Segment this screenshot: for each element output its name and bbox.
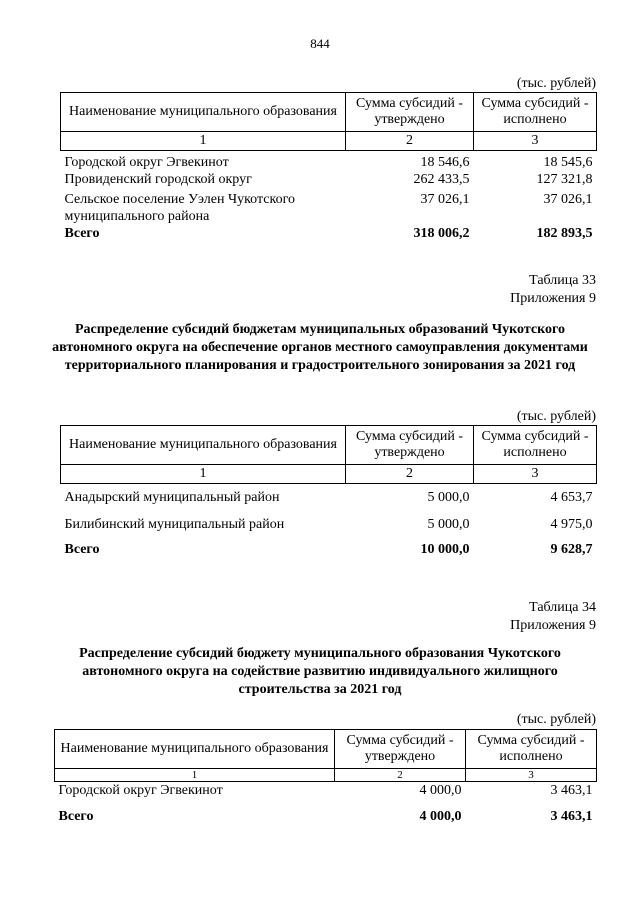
col-number: 2 <box>346 465 474 484</box>
total-approved: 318 006,2 <box>413 226 470 241</box>
header-approved: Сумма субсидий - утверждено <box>346 93 474 132</box>
row-name: Городской округ Эгвекинот <box>58 783 223 798</box>
total-label: Всего <box>64 541 100 557</box>
table-number: Таблица 33 <box>529 273 596 288</box>
row-executed: 37 026,1 <box>543 192 593 207</box>
col-number: 1 <box>61 132 346 151</box>
row-name: Сельское поселение Уэлен Чукотского муниципального района <box>64 192 295 224</box>
total-executed: 9 628,7 <box>550 541 593 557</box>
table33-title: Распределение субсидий бюджетам муниципальных образований Чукотского автономного округа на обеспечение органов местного самоуправления документами территориального планирования и градостроительного зонирования за 2021 год <box>52 322 588 373</box>
appendix-label: Приложения 9 <box>510 618 596 633</box>
units-label: (тыс. рублей) <box>516 712 596 727</box>
header-executed: Сумма субсидий - исполнено <box>474 426 597 465</box>
col-number: 2 <box>346 132 474 151</box>
row-approved: 18 546,6 <box>420 155 470 170</box>
header-name: Наименование муниципального образования <box>61 93 346 132</box>
row-name: Провиденский городской округ <box>64 172 252 187</box>
units-label: (тыс. рублей) <box>516 76 596 91</box>
row-approved: 4 000,0 <box>419 783 462 798</box>
col-number: 1 <box>55 769 335 782</box>
table34-label <box>510 599 596 635</box>
row-name: Городской округ Эгвекинот <box>64 155 229 170</box>
subsidy-table-34 <box>54 729 597 828</box>
table-row <box>61 484 597 511</box>
row-approved: 37 026,1 <box>420 192 470 207</box>
row-name: Анадырский муниципальный район <box>64 490 280 505</box>
row-approved: 5 000,0 <box>427 516 470 532</box>
appendix-label: Приложения 9 <box>510 291 596 306</box>
subsidy-table-33 <box>60 425 597 562</box>
total-executed: 3 463,1 <box>550 808 593 824</box>
table34-title: Распределение субсидий бюджету муниципального образования Чукотского автономного округа на содействие развитию индивидуального жилищного строительства за 2021 год <box>79 646 561 697</box>
table33-label <box>510 272 596 308</box>
total-approved: 4 000,0 <box>419 808 462 824</box>
col-number: 2 <box>335 769 466 782</box>
header-name: Наименование муниципального образования <box>55 730 335 769</box>
header-approved: Сумма субсидий - утверждено <box>335 730 466 769</box>
row-executed: 4 975,0 <box>550 516 593 532</box>
row-name: Билибинский муниципальный район <box>64 516 285 532</box>
subsidy-table-prev <box>60 92 597 242</box>
col-number: 1 <box>61 465 346 484</box>
row-executed: 4 653,7 <box>550 490 593 505</box>
header-name: Наименование муниципального образования <box>61 426 346 465</box>
row-executed: 127 321,8 <box>536 172 593 187</box>
header-approved: Сумма субсидий - утверждено <box>346 426 474 465</box>
table-row <box>61 191 597 225</box>
row-approved: 262 433,5 <box>413 172 470 187</box>
col-number: 3 <box>466 769 597 782</box>
table-row <box>61 511 597 538</box>
row-approved: 5 000,0 <box>427 490 470 505</box>
units-label: (тыс. рублей) <box>516 409 596 424</box>
col-number: 3 <box>474 465 597 484</box>
total-row <box>61 538 597 562</box>
total-row <box>61 225 597 242</box>
header-executed: Сумма субсидий - исполнено <box>474 93 597 132</box>
header-executed: Сумма субсидий - исполнено <box>466 730 597 769</box>
row-executed: 3 463,1 <box>550 783 593 798</box>
total-approved: 10 000,0 <box>420 541 470 557</box>
total-row <box>55 802 597 828</box>
table-row <box>61 171 597 191</box>
table-number: Таблица 34 <box>529 600 596 615</box>
col-number: 3 <box>474 132 597 151</box>
total-executed: 182 893,5 <box>536 226 593 241</box>
row-executed: 18 545,6 <box>543 155 593 170</box>
total-label: Всего <box>64 226 100 241</box>
total-label: Всего <box>58 808 94 824</box>
table-row <box>55 782 597 802</box>
page-number: 844 <box>310 36 330 51</box>
table-row <box>61 151 597 172</box>
